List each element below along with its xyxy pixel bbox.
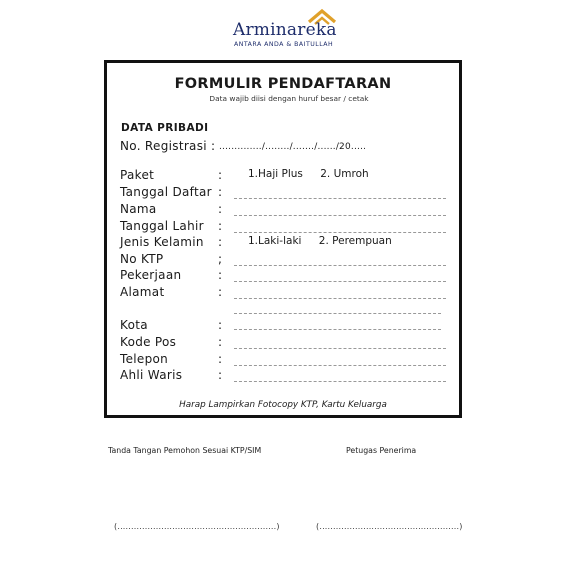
field-colon: : (218, 352, 223, 366)
field-tanggal-lahir (120, 219, 450, 235)
field-colon: : (218, 185, 223, 199)
field-label: Nama (120, 202, 157, 216)
applicant-signature-line[interactable]: (..........................................................) (114, 522, 280, 531)
field-nama (120, 202, 450, 218)
applicant-signature-label: Tanda Tangan Pemohon Sesuai KTP/SIM (108, 446, 262, 455)
registration-form (104, 60, 462, 418)
input-line[interactable] (234, 232, 446, 233)
field-jenis-kelamin (120, 235, 450, 251)
field-telepon (120, 352, 450, 368)
field-kota (120, 318, 450, 334)
field-ahli-waris (120, 368, 450, 384)
input-line[interactable] (234, 348, 446, 349)
field-paket (120, 168, 450, 184)
brand-logo (233, 8, 343, 50)
field-colon: : (218, 235, 223, 249)
field-colon: : (218, 335, 223, 349)
field-label: Pekerjaan (120, 268, 182, 282)
option-haji-plus[interactable]: 1.Haji Plus (248, 168, 303, 180)
option-umroh[interactable]: 2. Umroh (320, 168, 369, 180)
field-label: Telepon (120, 352, 169, 366)
input-line[interactable] (234, 381, 446, 382)
field-label: Kota (120, 318, 148, 332)
field-label: Tanggal Lahir (120, 219, 204, 233)
registration-label: No. Registrasi : (120, 139, 216, 153)
field-kode-pos (120, 335, 450, 351)
input-line[interactable] (234, 198, 446, 199)
field-label: Paket (120, 168, 155, 182)
input-line[interactable] (234, 281, 446, 282)
field-colon: : (218, 368, 223, 382)
input-line[interactable] (234, 298, 446, 299)
field-colon: : (218, 318, 223, 332)
input-line[interactable] (234, 365, 446, 366)
field-tanggal-daftar (120, 185, 450, 201)
option-laki-laki[interactable]: 1.Laki-laki (248, 235, 302, 247)
field-label: No KTP (120, 252, 164, 266)
field-alamat (120, 285, 450, 301)
field-colon: ; (218, 252, 223, 266)
field-label: Kode Pos (120, 335, 177, 349)
field-no-ktp (120, 252, 450, 268)
form-title: FORMULIR PENDAFTARAN (174, 76, 392, 92)
form-subtitle: Data wajib diisi dengan huruf besar / cetak (209, 94, 369, 103)
officer-signature-label: Petugas Penerima (346, 446, 417, 455)
option-perempuan[interactable]: 2. Perempuan (318, 235, 392, 247)
input-line[interactable] (234, 265, 446, 266)
field-colon: : (218, 285, 223, 299)
field-label: Jenis Kelamin (120, 235, 204, 249)
field-label: Ahli Waris (120, 368, 183, 382)
brand-tagline: ANTARA ANDA & BAITULLAH (234, 41, 334, 48)
brand-name: Arminareka (233, 20, 337, 40)
field-label: Alamat (120, 285, 165, 299)
field-colon: : (218, 168, 223, 182)
input-line[interactable] (234, 215, 446, 216)
alamat-line-2[interactable] (234, 313, 441, 314)
registration-field[interactable]: ............../......../......./....../20..... (219, 142, 367, 152)
field-colon: : (218, 202, 223, 216)
section-title: DATA PRIBADI (121, 122, 209, 134)
field-pekerjaan (120, 268, 450, 284)
field-colon: : (218, 219, 223, 233)
paket-options (248, 168, 383, 180)
officer-signature-line[interactable]: (...................................................) (316, 522, 463, 531)
field-label: Tanggal Daftar (120, 185, 212, 199)
attachment-note: Harap Lampirkan Fotocopy KTP, Kartu Keluarga (179, 400, 387, 410)
gender-options (248, 235, 406, 247)
field-colon: : (218, 268, 223, 282)
